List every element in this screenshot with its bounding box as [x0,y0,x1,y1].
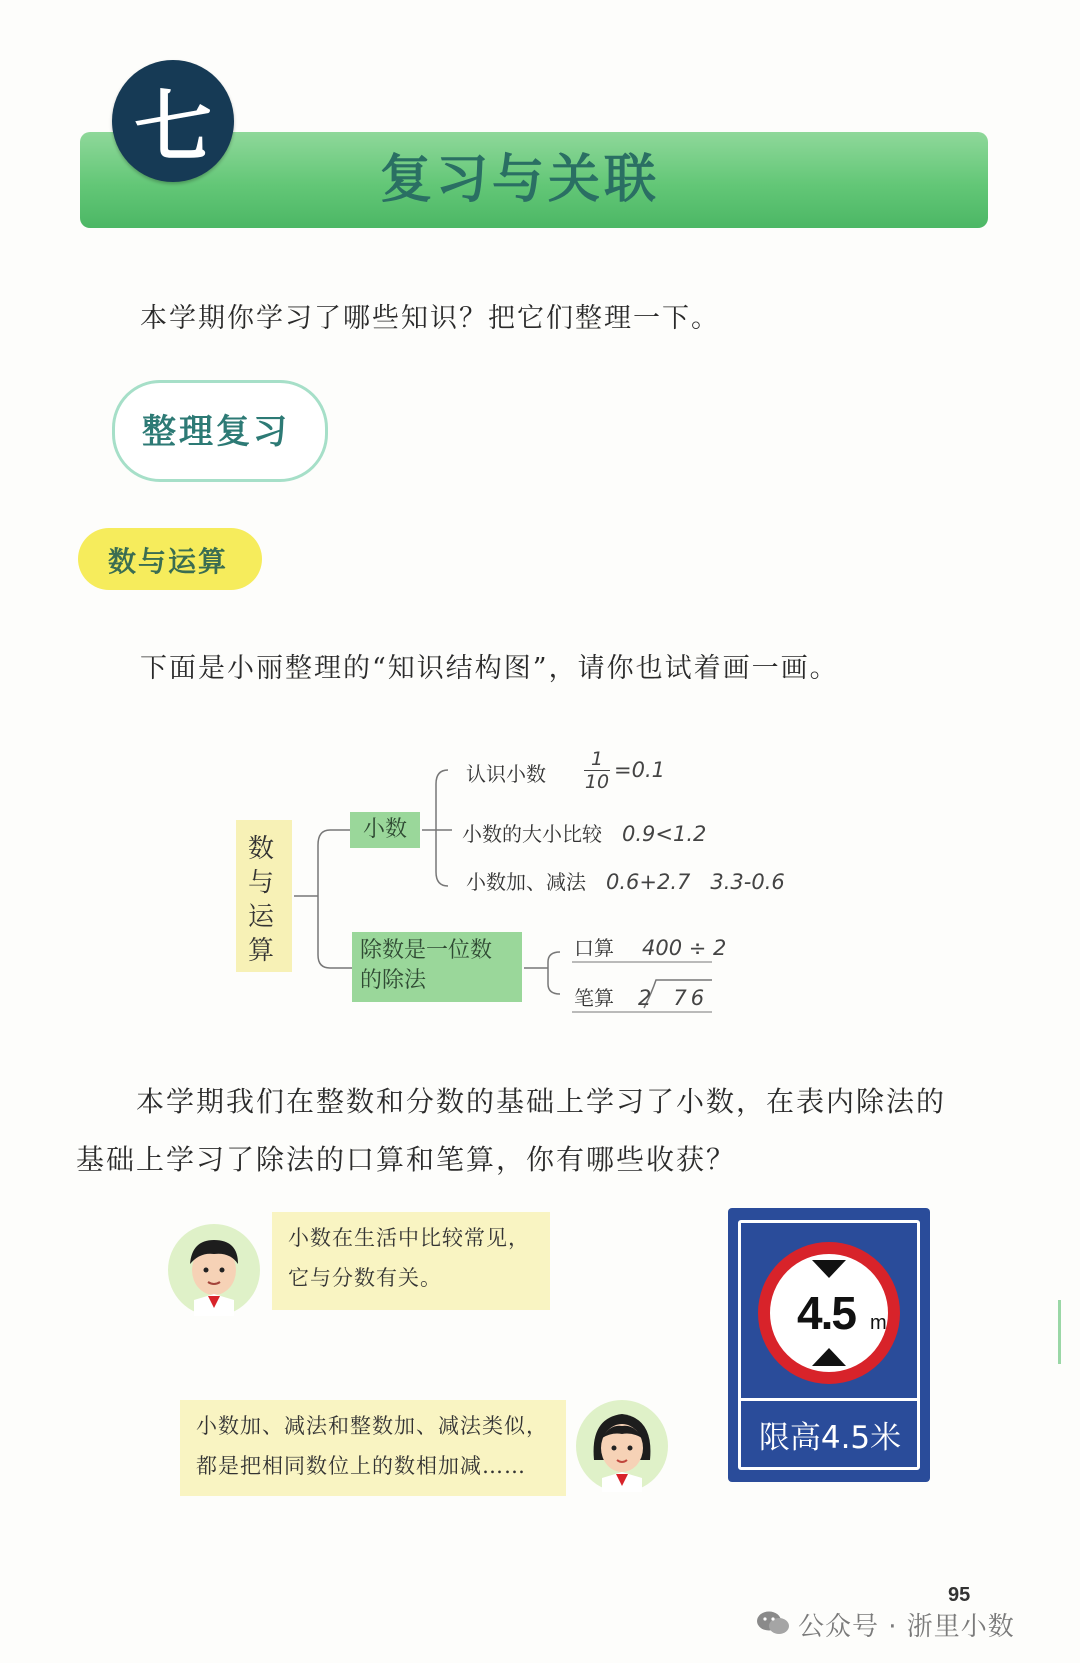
chapter-title: 复习与关联 [380,149,661,210]
leaf-expression: 3.3-0.6 [710,870,785,894]
leaf-expression: 400 ÷ 2 [642,936,727,960]
branch-line: 除数是一位数 [360,938,493,963]
diagram-leaf-mental-calc [574,932,726,961]
sign-caption: 限高4.5米 [758,1420,902,1456]
girl-face-icon [576,1400,668,1492]
fraction-denominator: 10 [584,771,610,793]
branch-line: 的除法 [360,968,427,993]
leaf-expression: 0.9<1.2 [622,822,707,846]
long-division-divisor: 2 [638,986,652,1010]
paragraph-line: 本学期我们在整数和分数的基础上学习了小数，在表内除法的 [136,1085,947,1118]
bubble-line: 小数在生活中比较常见， [288,1226,530,1250]
paragraph-line: 基础上学习了除法的口算和笔算，你有哪些收获？ [76,1143,737,1176]
diagram-root-char: 运 [248,902,275,932]
leaf-label: 笔算 [574,986,614,1010]
sign-height-number: 4.5 [797,1287,855,1339]
diagram-branch-division [352,932,522,1002]
diagram-leaf-written-calc [574,982,708,1011]
diagram-leaf-add-subtract-decimals [466,866,785,895]
leaf-label: 口算 [574,936,614,960]
sign-bottom-triangle-icon [812,1348,846,1366]
fraction-equals-value: =0.1 [614,758,665,782]
speech-bubble-girl [180,1400,566,1496]
wechat-icon [756,1610,790,1636]
diagram-leaf-recognize-decimals [466,758,546,787]
long-division-dividend: 76 [673,986,709,1010]
leaf-label: 认识小数 [466,762,546,786]
leaf-label: 小数的大小比较 [462,822,602,846]
boy-face-icon [168,1224,260,1316]
watermark-text: 公众号 · 浙里小数 [798,1612,1015,1642]
bubble-line: 都是把相同数位上的数相加减…… [196,1454,526,1478]
fraction-numerator: 1 [584,748,610,771]
intro-prompt: 本学期你学习了哪些知识？把它们整理一下。 [140,303,720,334]
sign-height-unit: m [870,1312,887,1334]
page-edge-mark [1058,1300,1061,1364]
diagram-root-char: 数 [248,834,275,864]
bubble-line: 小数加、减法和整数加、减法类似， [196,1414,548,1438]
sign-top-triangle-icon [812,1260,846,1278]
leaf-expression: 0.6+2.7 [606,870,691,894]
diagram-branch-decimals: 小数 [350,812,420,848]
boy-avatar [168,1224,260,1316]
diagram-leaf-compare-decimals [462,818,706,847]
chapter-number-badge: 七 [112,60,234,182]
diagram-prompt: 下面是小丽整理的“知识结构图”，请你也试着画一画。 [140,653,839,684]
review-label: 整理复习 [142,412,290,452]
leaf-label: 小数加、减法 [466,870,586,894]
speech-bubble-boy [272,1212,550,1310]
diagram-root-char: 算 [248,936,275,966]
section-label: 数与运算 [108,545,229,578]
bubble-line: 它与分数有关。 [288,1266,442,1290]
girl-avatar [576,1400,668,1492]
diagram-root-char: 与 [248,868,275,898]
page-number: 95 [948,1584,971,1606]
fraction-one-tenth [584,748,610,793]
sign-divider [738,1398,920,1401]
